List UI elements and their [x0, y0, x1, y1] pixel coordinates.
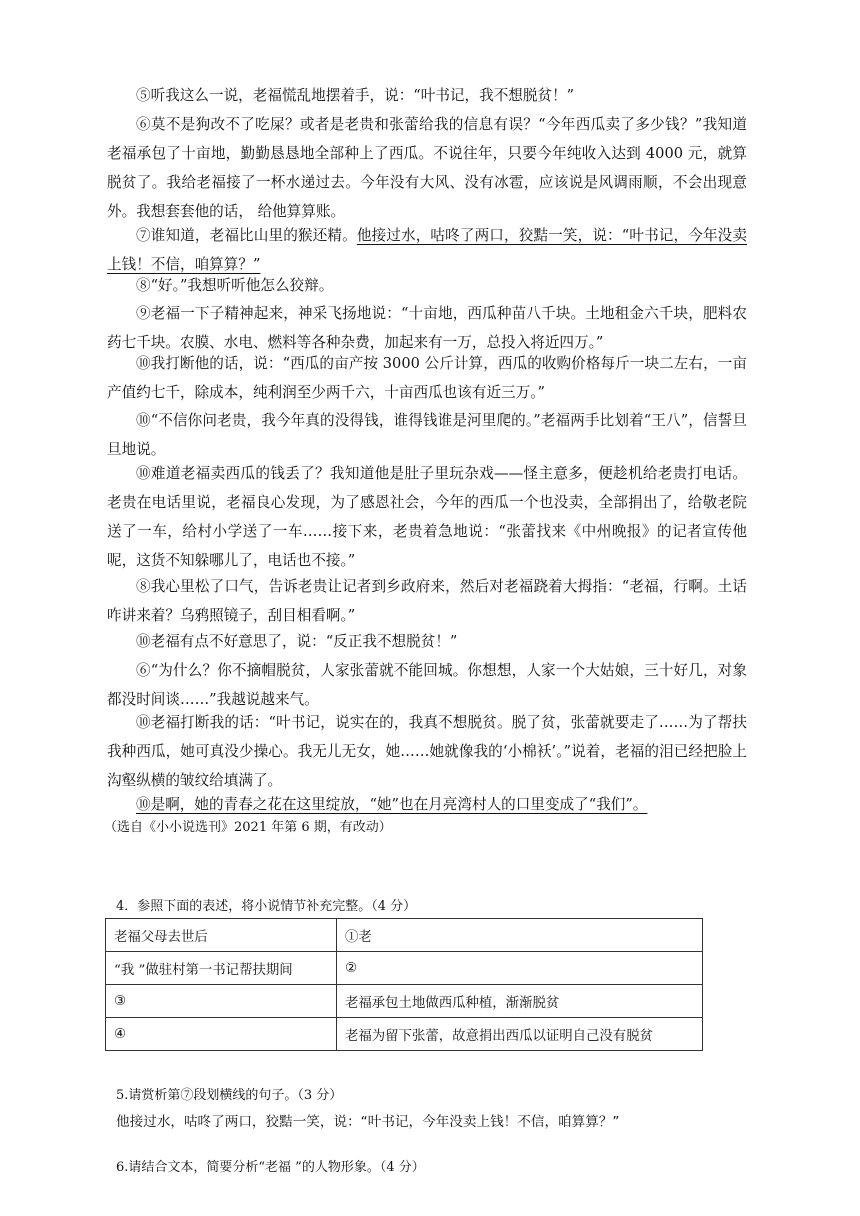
table-cell: 老福父母去世后: [106, 919, 337, 952]
question-4: 4．参照下面的表述，将小说情节补充完整。（4 分）: [116, 899, 417, 914]
answer-cell[interactable]: ④: [106, 1018, 337, 1051]
question-5-quote: 他接过水，咕咚了两口，狡黠一笑，说：“叶书记，今年没卖上钱！不信，咱算算？”: [116, 1114, 620, 1130]
paragraph-16: ⑩老福打断我的话：“叶书记，说实在的，我真不想脱贫。脱了贫，张蕾就要走了……为了帮扶我种西瓜，她可真没少操心。我无儿无女，她……她就像我的‘小棉袄’。”说着，老福的泪已经把脸上沟壑纵横的皱纹给填满了。: [107, 714, 747, 789]
paragraph-6: ⑥莫不是狗改不了吃屎？或者是老贵和张蕾给我的信息有误？“今年西瓜卖了多少钱？”我知道老福承包了十亩地，勤勤恳恳地全部种上了西瓜。不说往年，只要今年纯收入达到 4000 元，就算脱贫了。我给老福接了一杯水递过去。今年没有大风、没有冰雹，应该说是风调雨顺，不会出现意外。我想套套他的话， 给他算算账。: [107, 116, 747, 220]
question-6: 6.请结合文本，简要分析“老福 ”的人物形象。（4 分）: [116, 1160, 425, 1175]
plot-table: [105, 918, 703, 1051]
answer-cell[interactable]: ③: [106, 985, 337, 1018]
paragraph-14: ⑩老福有点不好意思了，说：“反正我不想脱贫！”: [136, 633, 458, 650]
source-citation: （选自《小小说选刊》2021 年第 6 期，有改动）: [104, 820, 392, 835]
paragraph-11: ⑩“不信你问老贵，我今年真的没得钱，谁得钱谁是河里爬的。”老福两手比划着“王八”，信誓旦旦地说。: [107, 412, 747, 458]
paragraph-17-text: ⑩是啊，她的青春之花在这里绽放，“她”也在月亮湾村人的口里变成了“我们”。: [136, 796, 648, 813]
paragraph-15: ⑥“为什么？你不摘帽脱贫，人家张蕾就不能回城。你想想，人家一个大姑娘，三十好几，对象都没时间谈……”我越说越来气。: [107, 662, 747, 708]
paragraph-8: ⑧“好。”我想听听他怎么狡辩。: [136, 277, 334, 294]
table-cell: 老福承包土地做西瓜种植，渐渐脱贫: [337, 985, 703, 1018]
paragraph-13: ⑧我心里松了口气，告诉老贵让记者到乡政府来，然后对老福跷着大拇指：“老福，行啊。土话咋讲来着？乌鸦照镜子，刮目相看啊。”: [107, 578, 747, 624]
question-5: 5.请赏析第⑦段划横线的句子。（3 分）: [116, 1088, 343, 1103]
table-cell: “我 ”做驻村第一书记帮扶期间: [106, 952, 337, 985]
table-cell: 老福为留下张蕾，故意捐出西瓜以证明自己没有脱贫: [337, 1018, 703, 1051]
paragraph-9: ⑨老福一下子精神起来，神采飞扬地说：“十亩地，西瓜种苗八千块。土地租金六千块，肥料农药七千块。农膜、水电、燃料等各种杂费，加起来有一万，总投入将近四万。”: [107, 305, 747, 351]
answer-cell[interactable]: ②: [337, 952, 703, 985]
paragraph-12: ⑩难道老福卖西瓜的钱丢了？我知道他是肚子里玩杂戏——怪主意多，便趁机给老贵打电话。老贵在电话里说，老福良心发现，为了感恩社会，今年的西瓜一个也没卖，全部捐出了，给敬老院送了一车，给村小学送了一车……接下来，老贵着急地说：“张蕾找来《中州晚报》的记者宣传他呢，这货不知躲哪儿了，电话也不接。”: [107, 465, 747, 569]
table-row: [106, 952, 703, 985]
answer-cell[interactable]: ①老: [337, 919, 703, 952]
underlined-sentence: 他接过水，咕咚了两口，狡黠一笑，说：“叶书记，今年没卖上钱！不信，咱算算？”: [107, 227, 747, 273]
paragraph-10: ⑩我打断他的话，说：“西瓜的亩产按 3000 公斤计算，西瓜的收购价格每斤一块二左右，一亩产值约七千，除成本，纯利润至少两千六，十亩西瓜也该有近三万。”: [107, 355, 747, 401]
table-row: [106, 985, 703, 1018]
paragraph-7-lead: ⑦谁知道，老福比山里的猴还精。: [136, 227, 357, 244]
table-row: [106, 919, 703, 952]
paragraph-17: [107, 790, 747, 819]
paragraph-5: ⑤听我这么一说，老福慌乱地摆着手，说：“叶书记，我不想脱贫！”: [136, 87, 575, 104]
table-row: [106, 1018, 703, 1051]
